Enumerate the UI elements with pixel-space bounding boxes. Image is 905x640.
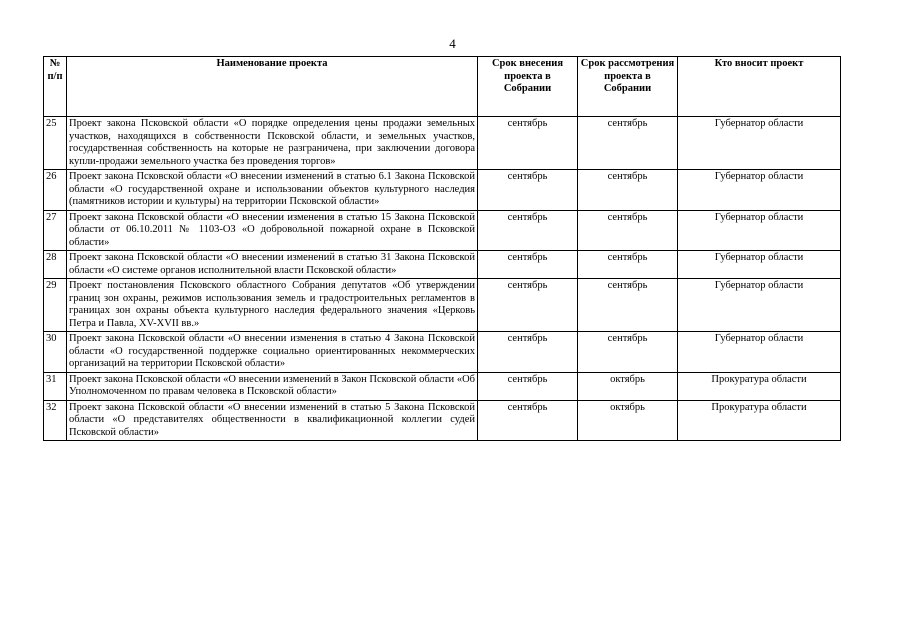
row-project-name: Проект закона Псковской области «О внесении изменений в статью 5 Закона Псковской области «О представителях общественности в квалификационной коллегии судей Псковской области» bbox=[67, 400, 478, 441]
row-project-name: Проект закона Псковской области «О внесении изменений в статью 31 Закона Псковской области «О системе органов исполнительной власти Псковской области» bbox=[67, 251, 478, 279]
row-review-term: сентябрь bbox=[578, 279, 678, 332]
page-number: 4 bbox=[449, 36, 456, 51]
row-review-term: октябрь bbox=[578, 372, 678, 400]
table-row bbox=[44, 251, 841, 279]
row-number: 31 bbox=[44, 372, 67, 400]
table-row bbox=[44, 117, 841, 170]
row-review-term: октябрь bbox=[578, 400, 678, 441]
row-submission-term: сентябрь bbox=[478, 332, 578, 373]
row-number: 29 bbox=[44, 279, 67, 332]
row-number: 27 bbox=[44, 210, 67, 251]
row-review-term: сентябрь bbox=[578, 251, 678, 279]
header-submission-term: Срок внесения проекта в Собрании bbox=[478, 57, 578, 117]
row-author: Прокуратура области bbox=[678, 400, 841, 441]
row-author: Губернатор области bbox=[678, 332, 841, 373]
row-review-term: сентябрь bbox=[578, 170, 678, 211]
header-project-name: Наименование проекта bbox=[67, 57, 478, 117]
row-author: Губернатор области bbox=[678, 210, 841, 251]
header-author: Кто вносит проект bbox=[678, 57, 841, 117]
row-submission-term: сентябрь bbox=[478, 372, 578, 400]
row-submission-term: сентябрь bbox=[478, 210, 578, 251]
row-number: 30 bbox=[44, 332, 67, 373]
row-project-name: Проект закона Псковской области «О порядке определения цены продажи земельных участков, находящихся в собственности Псковской области, и земельных участков, государственная собственность на которые не разграничена, при заключении договора купли-продажи земельного участка без проведения торгов» bbox=[67, 117, 478, 170]
header-number: № п/п bbox=[44, 57, 67, 117]
row-author: Губернатор области bbox=[678, 117, 841, 170]
table-row bbox=[44, 400, 841, 441]
header-review-term: Срок рассмотрения проекта в Собрании bbox=[578, 57, 678, 117]
table-row bbox=[44, 210, 841, 251]
row-author: Губернатор области bbox=[678, 170, 841, 211]
legislative-plan-table bbox=[43, 56, 841, 441]
row-number: 26 bbox=[44, 170, 67, 211]
row-submission-term: сентябрь bbox=[478, 170, 578, 211]
row-project-name: Проект закона Псковской области «О внесении изменения в статью 4 Закона Псковской области «О государственной поддержке социально ориентированных некоммерческих организаций на территории Псковской области» bbox=[67, 332, 478, 373]
row-project-name: Проект постановления Псковского областного Собрания депутатов «Об утверждении границ зон охраны, режимов использования земель и градостроительных регламентов в границах зон охраны объекта культурного наследия федерального значения «Церковь Петра и Павла, XV-XVII вв.» bbox=[67, 279, 478, 332]
table-row bbox=[44, 170, 841, 211]
table-header-row bbox=[44, 57, 841, 117]
table-row bbox=[44, 279, 841, 332]
row-submission-term: сентябрь bbox=[478, 117, 578, 170]
row-project-name: Проект закона Псковской области «О внесении изменения в статью 15 Закона Псковской области от 06.10.2011 № 1103-ОЗ «О добровольной пожарной охране в Псковской области» bbox=[67, 210, 478, 251]
row-author: Прокуратура области bbox=[678, 372, 841, 400]
row-number: 32 bbox=[44, 400, 67, 441]
row-project-name: Проект закона Псковской области «О внесении изменений в Закон Псковской области «Об Уполномоченном по правам человека в Псковской области» bbox=[67, 372, 478, 400]
row-author: Губернатор области bbox=[678, 279, 841, 332]
row-submission-term: сентябрь bbox=[478, 279, 578, 332]
row-author: Губернатор области bbox=[678, 251, 841, 279]
table-body bbox=[44, 117, 841, 441]
row-number: 25 bbox=[44, 117, 67, 170]
row-review-term: сентябрь bbox=[578, 332, 678, 373]
row-submission-term: сентябрь bbox=[478, 251, 578, 279]
table-row bbox=[44, 332, 841, 373]
row-review-term: сентябрь bbox=[578, 210, 678, 251]
row-number: 28 bbox=[44, 251, 67, 279]
row-project-name: Проект закона Псковской области «О внесении изменений в статью 6.1 Закона Псковской области «О государственной охране и использовании объектов культурного наследия (памятников истории и культуры) на территории Псковской области» bbox=[67, 170, 478, 211]
table-row bbox=[44, 372, 841, 400]
row-submission-term: сентябрь bbox=[478, 400, 578, 441]
row-review-term: сентябрь bbox=[578, 117, 678, 170]
